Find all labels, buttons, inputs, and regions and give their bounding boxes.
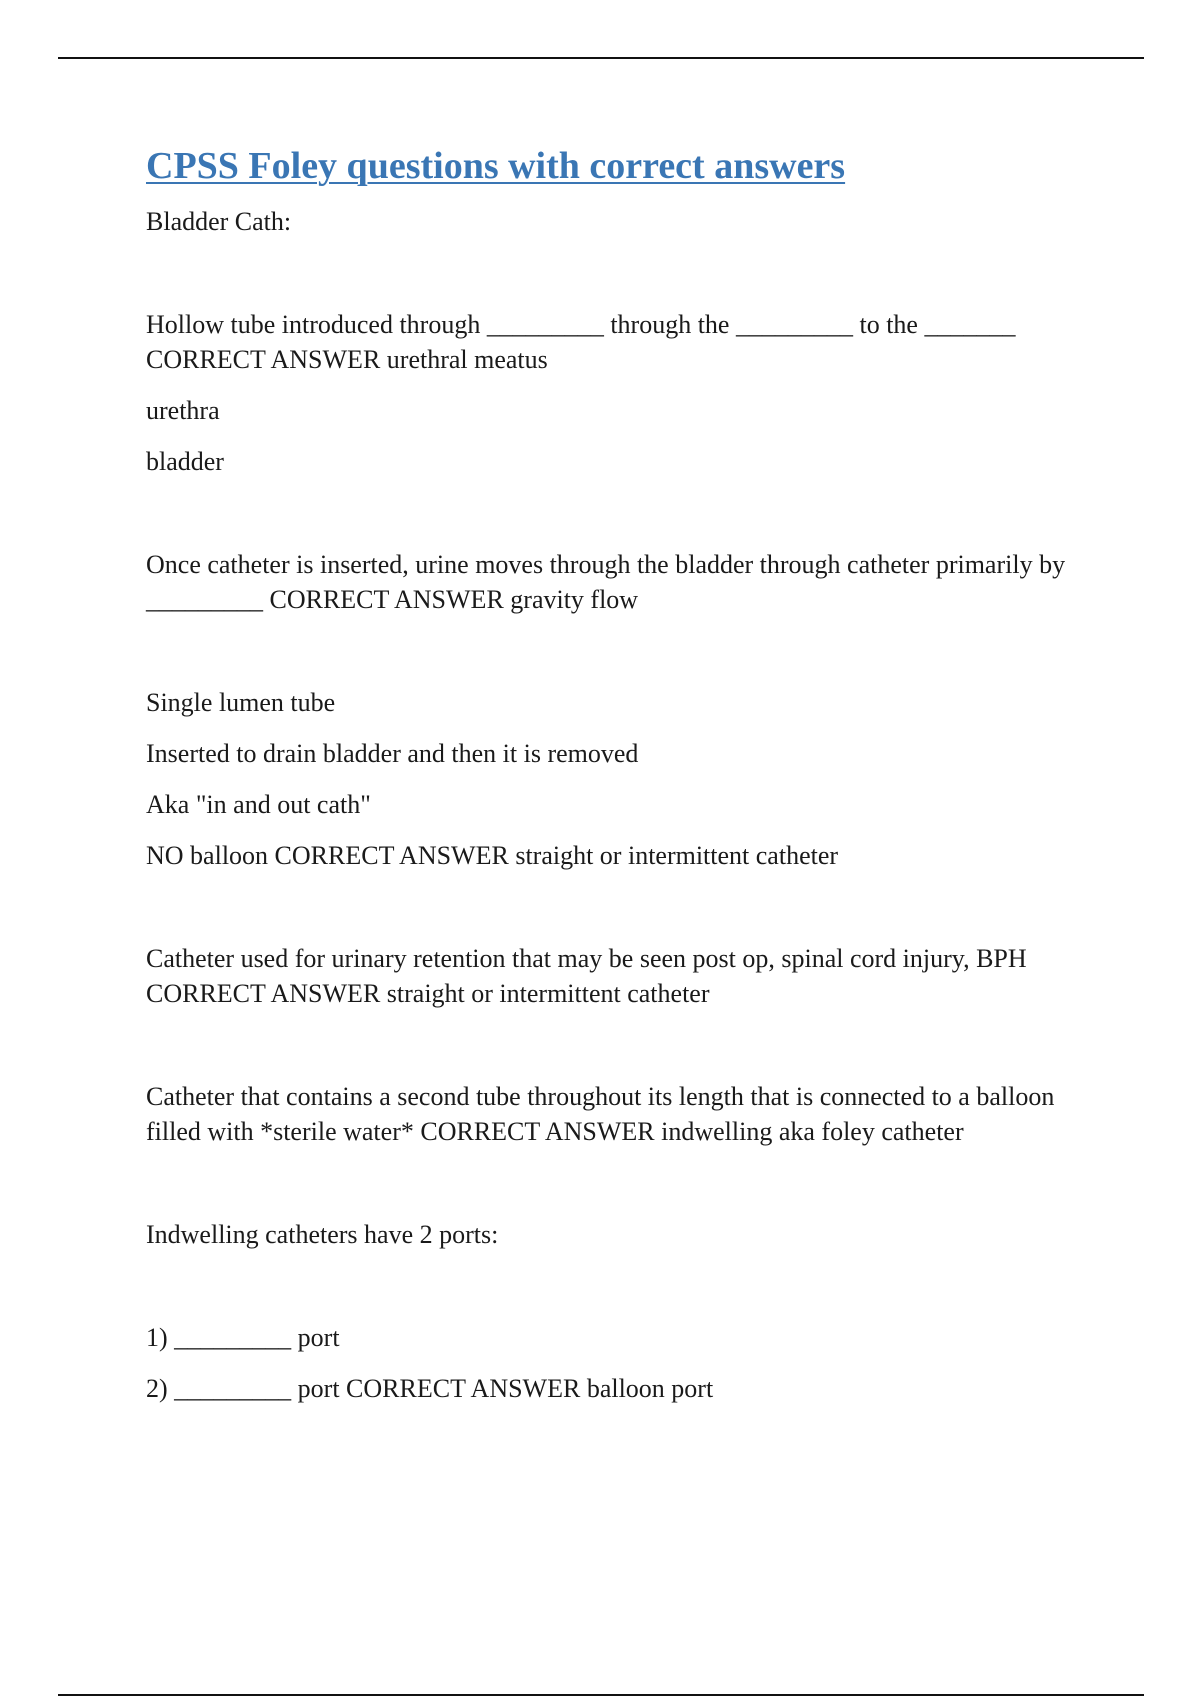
question-line-in-and-out: Aka "in and out cath": [146, 790, 371, 819]
footer-rule: [58, 1694, 1144, 1696]
question-line-drain-bladder: Inserted to drain bladder and then it is removed: [146, 739, 639, 768]
question-urinary-retention: Catheter used for urinary retention that may be seen post op, spinal cord injury, BPH CORRECT ANSWER straight or intermittent catheter: [146, 944, 1034, 1008]
document-title: CPSS Foley questions with correct answers: [146, 145, 846, 187]
section-heading-bladder-cath: Bladder Cath:: [146, 207, 292, 236]
question-hollow-tube: Hollow tube introduced through _________ through the _________ to the _______ CORRECT ANSWER urethral meatus: [146, 310, 1022, 374]
port-item-2: 2) _________ port CORRECT ANSWER balloon port: [146, 1374, 714, 1403]
question-second-tube: Catheter that contains a second tube throughout its length that is connected to a balloon filled with *sterile water* CORRECT ANSWER indwelling aka foley catheter: [146, 1082, 1061, 1146]
question-gravity-flow: Once catheter is inserted, urine moves through the bladder through catheter primarily by _________ CORRECT ANSWER gravity flow: [146, 550, 1072, 614]
question-line-no-balloon: NO balloon CORRECT ANSWER straight or intermittent catheter: [146, 841, 839, 870]
answer-line-bladder: bladder: [146, 447, 224, 476]
question-indwelling-ports: Indwelling catheters have 2 ports:: [146, 1220, 499, 1249]
answer-line-urethra: urethra: [146, 396, 220, 425]
question-line-single-lumen: Single lumen tube: [146, 688, 336, 717]
document-body: [146, 140, 1072, 1406]
port-item-1: 1) _________ port: [146, 1323, 340, 1352]
header-rule: [58, 57, 1144, 59]
